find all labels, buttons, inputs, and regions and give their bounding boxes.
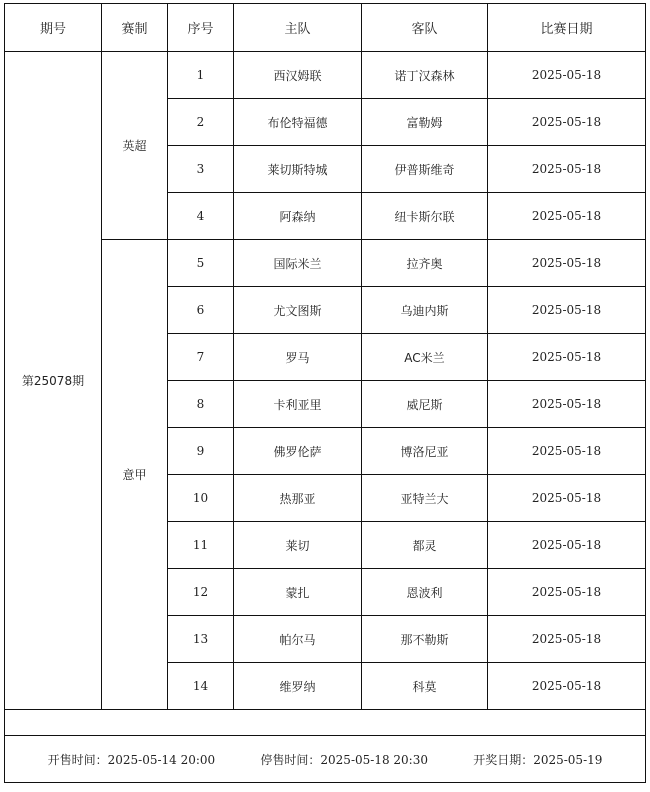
home-team: 热那亚	[234, 475, 362, 522]
draw-date-value: 2025-05-19	[533, 752, 603, 767]
home-team: 阿森纳	[234, 193, 362, 240]
match-date: 2025-05-18	[488, 616, 646, 663]
away-team: AC米兰	[362, 334, 488, 381]
match-number: 7	[168, 334, 234, 381]
home-team: 国际米兰	[234, 240, 362, 287]
match-date: 2025-05-18	[488, 381, 646, 428]
home-team: 尤文图斯	[234, 287, 362, 334]
match-date: 2025-05-18	[488, 146, 646, 193]
match-number: 14	[168, 663, 234, 710]
away-team: 伊普斯维奇	[362, 146, 488, 193]
competition-cell: 英超	[102, 52, 168, 240]
away-team: 恩波利	[362, 569, 488, 616]
match-number: 1	[168, 52, 234, 99]
sale-start	[48, 751, 216, 768]
match-number: 2	[168, 99, 234, 146]
period-cell: 第25078期	[5, 52, 102, 710]
footer-row	[5, 736, 646, 783]
away-team: 科莫	[362, 663, 488, 710]
header-competition: 赛制	[102, 4, 168, 52]
home-team: 莱切斯特城	[234, 146, 362, 193]
home-team: 莱切	[234, 522, 362, 569]
draw-date	[473, 751, 602, 768]
match-date: 2025-05-18	[488, 287, 646, 334]
match-date: 2025-05-18	[488, 428, 646, 475]
home-team: 佛罗伦萨	[234, 428, 362, 475]
header-row	[5, 4, 646, 52]
header-home-team: 主队	[234, 4, 362, 52]
sale-start-label: 开售时间：	[47, 752, 108, 767]
away-team: 富勒姆	[362, 99, 488, 146]
draw-date-label: 开奖日期：	[473, 752, 534, 767]
match-date: 2025-05-18	[488, 193, 646, 240]
away-team: 博洛尼亚	[362, 428, 488, 475]
header-match-date: 比赛日期	[488, 4, 646, 52]
sale-end	[260, 751, 428, 768]
match-number: 6	[168, 287, 234, 334]
home-team: 布伦特福德	[234, 99, 362, 146]
match-number: 3	[168, 146, 234, 193]
match-number: 10	[168, 475, 234, 522]
away-team: 诺丁汉森林	[362, 52, 488, 99]
match-date: 2025-05-18	[488, 522, 646, 569]
match-number: 8	[168, 381, 234, 428]
home-team: 卡利亚里	[234, 381, 362, 428]
home-team: 维罗纳	[234, 663, 362, 710]
away-team: 威尼斯	[362, 381, 488, 428]
match-date: 2025-05-18	[488, 663, 646, 710]
home-team: 帕尔马	[234, 616, 362, 663]
match-date: 2025-05-18	[488, 569, 646, 616]
blank-cell	[5, 710, 646, 736]
home-team: 西汉姆联	[234, 52, 362, 99]
blank-row	[5, 710, 646, 736]
away-team: 亚特兰大	[362, 475, 488, 522]
away-team: 那不勒斯	[362, 616, 488, 663]
match-number: 13	[168, 616, 234, 663]
match-date: 2025-05-18	[488, 52, 646, 99]
match-number: 4	[168, 193, 234, 240]
home-team: 罗马	[234, 334, 362, 381]
table-row	[5, 52, 646, 99]
match-number: 11	[168, 522, 234, 569]
match-date: 2025-05-18	[488, 99, 646, 146]
header-number: 序号	[168, 4, 234, 52]
competition-cell: 意甲	[102, 240, 168, 710]
match-number: 12	[168, 569, 234, 616]
sale-end-label: 停售时间：	[260, 752, 321, 767]
match-date: 2025-05-18	[488, 240, 646, 287]
header-away-team: 客队	[362, 4, 488, 52]
away-team: 都灵	[362, 522, 488, 569]
away-team: 拉齐奥	[362, 240, 488, 287]
header-period: 期号	[5, 4, 102, 52]
sale-start-value: 2025-05-14 20:00	[107, 752, 216, 767]
home-team: 蒙扎	[234, 569, 362, 616]
match-number: 5	[168, 240, 234, 287]
away-team: 纽卡斯尔联	[362, 193, 488, 240]
sale-end-value: 2025-05-18 20:30	[320, 752, 428, 767]
match-date: 2025-05-18	[488, 475, 646, 522]
table-row	[5, 240, 646, 287]
away-team: 乌迪内斯	[362, 287, 488, 334]
footer-cell	[5, 736, 646, 783]
match-number: 9	[168, 428, 234, 475]
schedule-table	[4, 3, 646, 783]
match-date: 2025-05-18	[488, 334, 646, 381]
